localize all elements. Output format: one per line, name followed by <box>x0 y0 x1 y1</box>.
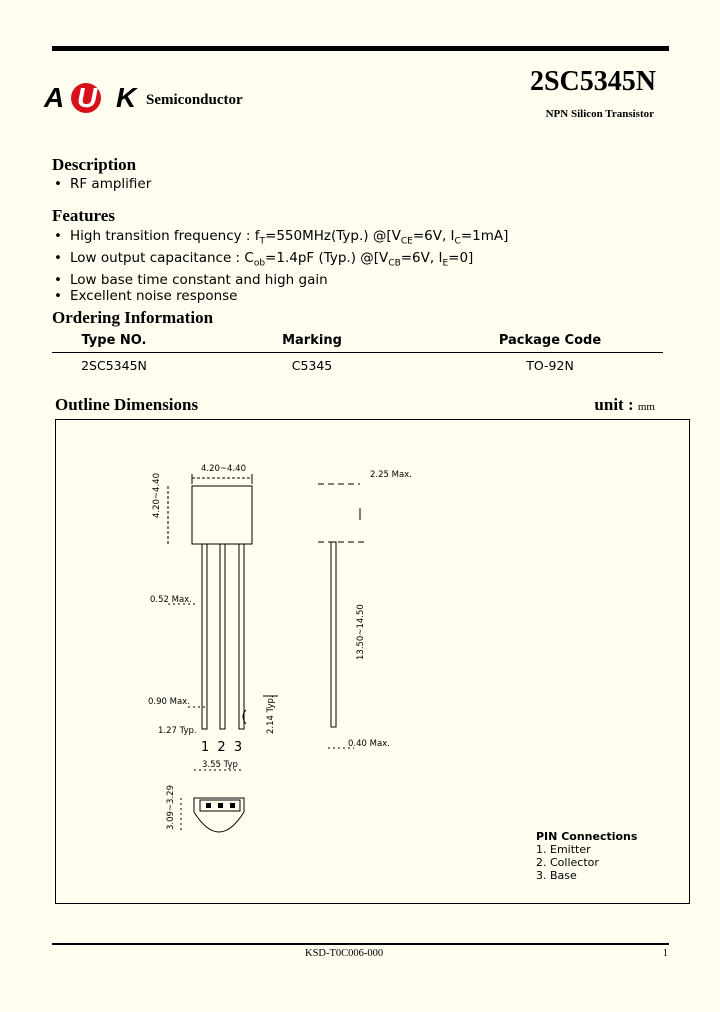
list-item-text: Excellent noise response <box>70 288 238 305</box>
list-item-text: RF amplifier <box>70 176 152 192</box>
pin-connections-list <box>536 843 599 882</box>
list-item: • Low base time constant and high gain <box>54 271 328 288</box>
unit-label: unit : mm <box>594 395 655 414</box>
dim-body-width: 4.20~4.40 <box>201 464 246 474</box>
logo-letter-u: U <box>77 82 98 113</box>
page-number: 1 <box>662 948 668 959</box>
lead-1 <box>202 544 207 729</box>
col-header-marking: Marking <box>282 333 342 348</box>
dim-lead-shoulder: 0.90 Max. <box>148 697 190 707</box>
logo-letter-a: A <box>44 82 65 113</box>
side-lead <box>331 542 336 727</box>
dim-lead-length: 13.50~14.50 <box>356 604 366 660</box>
ordering-heading: Ordering Information <box>52 308 214 327</box>
dim-bottom-width: 3.55 Typ <box>202 760 238 770</box>
company-name: Semiconductor <box>146 92 243 108</box>
cell-package: TO-92N <box>526 358 574 373</box>
table-rule <box>52 352 663 353</box>
list-item: • Low output capacitance : $C_{ob}=1.4pF$ (Typ.) $@[V_{CB}=6V$, $I_E=0$] <box>54 249 474 269</box>
part-number: 2SC5345N <box>529 66 656 97</box>
list-item: • Excellent noise response <box>54 288 238 305</box>
package-body <box>192 486 252 544</box>
outline-heading: Outline Dimensions <box>55 395 199 414</box>
features-list <box>52 228 508 305</box>
dim-lead-pitch: 1.27 Typ. <box>158 726 197 736</box>
outline-drawing-box <box>55 419 690 904</box>
cell-marking: C5345 <box>291 358 333 373</box>
header-rule <box>52 46 669 51</box>
list-item: 2. Collector <box>536 856 599 869</box>
dim-lead-thickness: 0.40 Max. <box>348 739 390 749</box>
description-list <box>52 176 151 192</box>
logo-letter-k: K <box>116 82 137 113</box>
lead-3 <box>239 544 244 729</box>
doc-code: KSD-T0C006-000 <box>305 948 384 959</box>
list-item-text: Low base time constant and high gain <box>70 271 328 288</box>
list-item: 3. Base <box>536 869 577 882</box>
lead-2 <box>220 544 225 729</box>
part-subtitle: NPN Silicon Transistor <box>545 108 654 120</box>
list-item: • High transition frequency : $f_T=550MHz(Typ.)$ $@[V_{CE}=6V$, $I_C=1mA$] <box>54 228 509 247</box>
features-heading: Features <box>52 206 115 225</box>
cell-type: 2SC5345N <box>81 358 147 373</box>
footer-rule <box>52 943 669 945</box>
col-header-type: Type NO. <box>81 333 147 348</box>
dim-body-height: 4.20~4.40 <box>152 473 162 518</box>
dim-bottom-depth: 3.09~3.29 <box>166 785 176 830</box>
pin-connections-heading: PIN Connections <box>536 830 638 843</box>
list-item: • RF amplifier <box>54 176 152 192</box>
dim-lead-width: 0.52 Max. <box>150 595 192 605</box>
col-header-package: Package Code <box>498 333 602 348</box>
pin-numbers: 1 2 3 <box>201 740 243 755</box>
list-item: 1. Emitter <box>536 843 591 856</box>
description-heading: Description <box>52 155 137 174</box>
dim-thickness: 2.25 Max. <box>370 470 412 480</box>
dim-lead-bend: 2.14 Typ. <box>266 695 276 734</box>
